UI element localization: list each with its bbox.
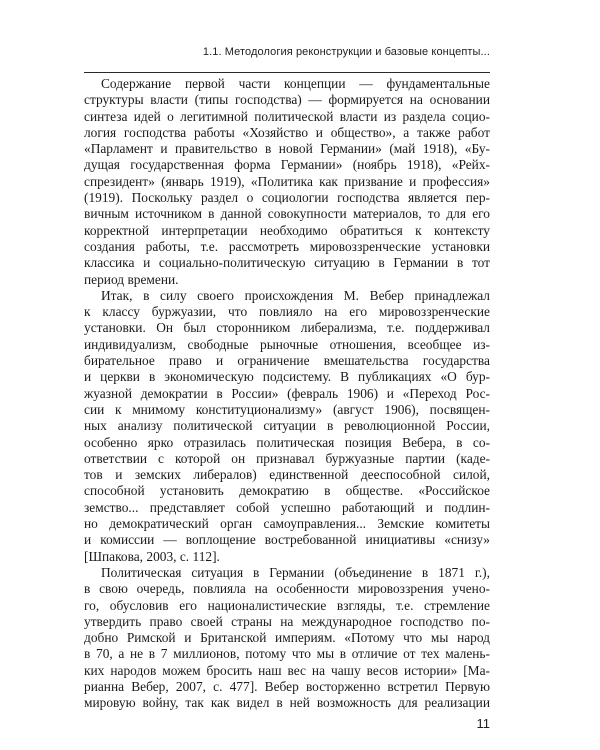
text-line: но демократический орган самоуправления... Земские комитеты: [84, 516, 490, 532]
text-line: рианна Вебер, 2007, с. 477]. Вебер восторженно встретил Первую: [84, 678, 490, 694]
text-line: ответствии с которой он признавал буржуазные партии (каде-: [84, 450, 490, 466]
text-line: период времени.: [84, 271, 179, 287]
text-line: индивидуализм, свободные рыночные отношения, всеобщее из-: [84, 336, 490, 352]
text-line: утвердить право своей страны на международное господство по-: [84, 613, 490, 629]
text-line: го, обусловив его националистические взгляды, т.е. стремление: [84, 597, 490, 613]
text-line: спрезидент» (январь 1919), «Политика как призвание и профессия»: [84, 173, 490, 189]
text-line: способной установить демократию в обществе. «Российское: [84, 483, 490, 499]
text-line: сии к мнимому конституционализму» (август 1906), посвящен-: [84, 401, 490, 417]
text-line: установки. Он был сторонником либерализма, т.е. поддерживал: [84, 320, 490, 336]
page-number: 11: [476, 716, 490, 731]
text-line: [Шпакова, 2003, с. 112].: [84, 548, 220, 564]
text-line: Политическая ситуация в Германии (объединение в 1871 г.),: [101, 564, 490, 580]
text-line: создания работы, т.е. рассмотреть мировоззренческие установки: [84, 238, 490, 254]
text-line: в 70, а не в 7 миллионов, потому что мы в отличие от тех малень-: [84, 646, 490, 662]
text-line: особенно ярко отразилась политическая позиция Вебера, в со-: [84, 434, 490, 450]
text-line: ных анализу политической ситуации в революционной России,: [84, 418, 490, 434]
text-line: ких народов можем бросить наш вес на чашу весов истории» [Ма-: [84, 662, 490, 678]
text-line: тов и земских либералов) единственной дееспособной силой,: [84, 467, 490, 483]
text-line: Итак, в силу своего происхождения М. Вебер принадлежал: [101, 287, 490, 303]
text-line: Содержание первой части концепции — фундаментальные: [101, 76, 490, 91]
text-line: и комиссии — воплощение востребованной инициативы «снизу»: [84, 532, 490, 548]
header-rule: [84, 72, 490, 73]
text-line: вичным источником в данной совокупности материалов, то для его: [84, 206, 490, 222]
text-line: мировую войну, так как видел в ней возможность для реализации: [84, 695, 490, 711]
text-line: (1919). Поскольку раздел о социологии господства является пер-: [84, 190, 490, 206]
text-line: структуры власти (типы господства) — формируется на основании: [84, 92, 490, 108]
text-line: в свою очередь, повлияла на особенности мировоззрения учено-: [84, 581, 490, 597]
text-line: добно Римской и Британской империям. «Потому что мы народ: [84, 630, 490, 646]
text-line: корректной интерпретации необходимо обратиться к контексту: [84, 222, 490, 238]
text-line: синтеза идей о легитимной политической власти из раздела социо-: [84, 108, 490, 124]
text-line: и церкви в экономическую подсистему. В публикациях «О бур-: [84, 369, 490, 385]
text-line: жуазной демократии в России» (февраль 1906) и «Переход Рос-: [84, 385, 490, 401]
text-line: к классу буржуазии, что повлияло на его мировоззренческие: [84, 304, 490, 320]
text-line: логия господства работы «Хозяйство и общество», а также работ: [84, 124, 490, 140]
text-line: бирательное право и ограничение вмешательства государства: [84, 353, 490, 369]
running-head: 1.1. Методология реконструкции и базовые концепты...: [202, 46, 490, 58]
text-line: «Парламент и правительство в новой Германии» (май 1918), «Бу-: [84, 141, 490, 157]
body-text: [84, 76, 490, 712]
text-line: дущая государственная форма Германии» (ноябрь 1918), «Рейх-: [84, 157, 490, 173]
text-line: земство... представляет собой успешно работающий и подлин-: [84, 499, 490, 515]
text-line: классика и социально-политическую ситуацию в Германии в тот: [84, 255, 490, 271]
